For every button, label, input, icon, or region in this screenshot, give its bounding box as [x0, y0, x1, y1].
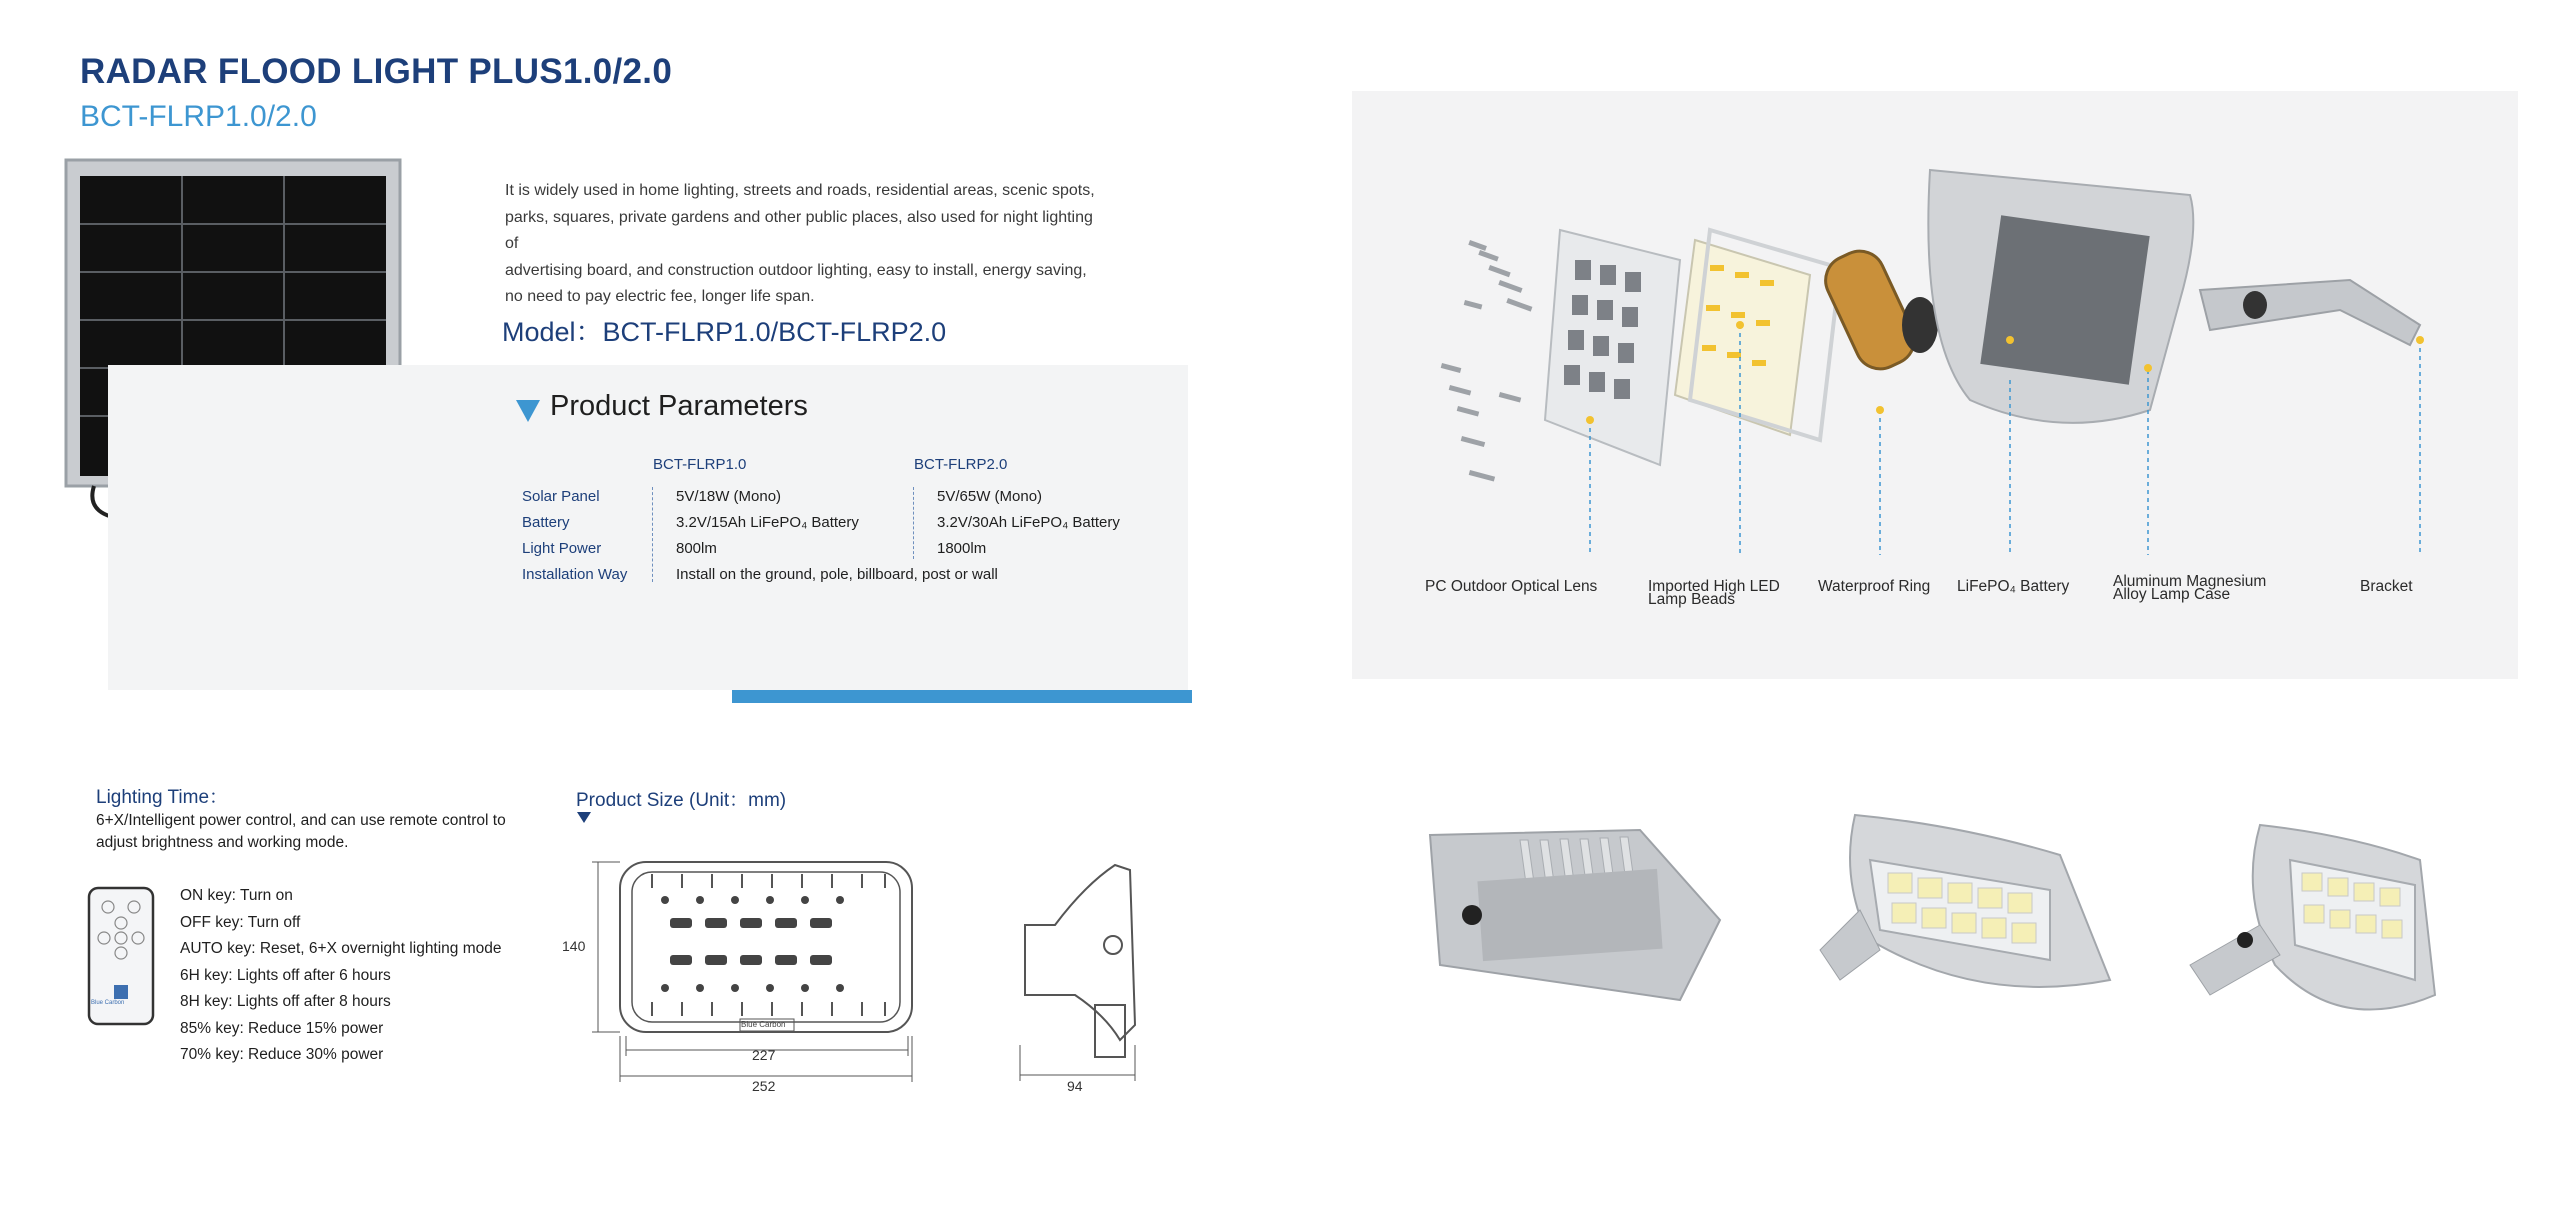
row-value: Install on the ground, pole, billboard, post or wall — [676, 566, 998, 583]
lighting-time-title: Lighting Time： — [96, 787, 229, 808]
row-value: 5V/65W (Mono) — [937, 488, 1043, 505]
part-label-led: Imported High LED Lamp Beads — [1648, 578, 1780, 608]
product-back-view-image — [1410, 815, 1740, 1015]
accent-bar — [732, 690, 1192, 703]
exploded-view-image — [1410, 150, 2450, 560]
page-subtitle: BCT-FLRP1.0/2.0 — [80, 100, 317, 133]
product-size-title: Product Size (Unit：mm) — [576, 790, 787, 811]
dimension-inner-width: 227 — [752, 1047, 776, 1063]
column-header-1: BCT-FLRP1.0 — [653, 456, 747, 473]
row-label: Light Power — [522, 540, 602, 557]
size-marker-icon — [577, 812, 591, 823]
remote-key-list: ON key: Turn on OFF key: Turn off AUTO key: Reset, 6+X overnight lighting mode 6H key: Lights off after 6 hours 8H key: Lights off after 8 hours 85% key: Reduce 15% power 70% key: Reduce 30% power — [180, 887, 502, 1063]
part-label-case: Aluminum Magnesium Alloy Lamp Case — [2113, 573, 2267, 603]
dimension-outer-width: 252 — [752, 1078, 776, 1094]
part-label-ring: Waterproof Ring — [1818, 578, 1931, 595]
row-value: 5V/18W (Mono) — [676, 488, 782, 505]
dimension-depth: 94 — [1067, 1078, 1083, 1094]
product-description: It is widely used in home lighting, streets and roads, residential areas, scenic spots, parks, squares, private gardens and other public places, also used for night lighting of advertising board, and construction outdoor lighting, easy to install, energy saving, no need to pay electric fee, longer life span. — [505, 182, 1095, 305]
row-value: 800lm — [676, 540, 717, 557]
product-front-angle-image — [1800, 810, 2120, 1010]
part-label-bracket: Bracket — [2360, 578, 2413, 595]
side-view-drawing — [1015, 855, 1145, 1085]
row-value: 3.2V/15Ah LiFePO₄ Battery — [676, 514, 859, 531]
product-side-angle-image — [2180, 815, 2450, 1035]
row-value: 3.2V/30Ah LiFePO₄ Battery — [937, 514, 1120, 531]
part-label-lens: PC Outdoor Optical Lens — [1425, 578, 1598, 595]
lighting-time-text: 6+X/Intelligent power control, and can use remote control to adjust brightness and working mode. — [96, 812, 506, 851]
column-divider-2 — [913, 487, 914, 559]
row-label: Installation Way — [522, 566, 628, 583]
triangle-marker-icon — [516, 400, 540, 422]
row-value: 1800lm — [937, 540, 987, 557]
dimension-height: 140 — [562, 938, 586, 954]
part-label-battery: LiFePO₄ Battery — [1957, 578, 2070, 595]
parameters-title: Product Parameters — [550, 390, 808, 422]
row-label: Battery — [522, 514, 570, 531]
column-divider-1 — [652, 487, 653, 582]
remote-brand-label: Blue Carbon — [91, 1000, 125, 1006]
page-title: RADAR FLOOD LIGHT PLUS1.0/2.0 — [80, 52, 673, 91]
front-brand-label: Blue Carbon — [741, 1020, 786, 1029]
column-header-2: BCT-FLRP2.0 — [914, 456, 1008, 473]
model-line: Model：BCT-FLRP1.0/BCT-FLRP2.0 — [502, 317, 947, 347]
row-label: Solar Panel — [522, 488, 600, 505]
